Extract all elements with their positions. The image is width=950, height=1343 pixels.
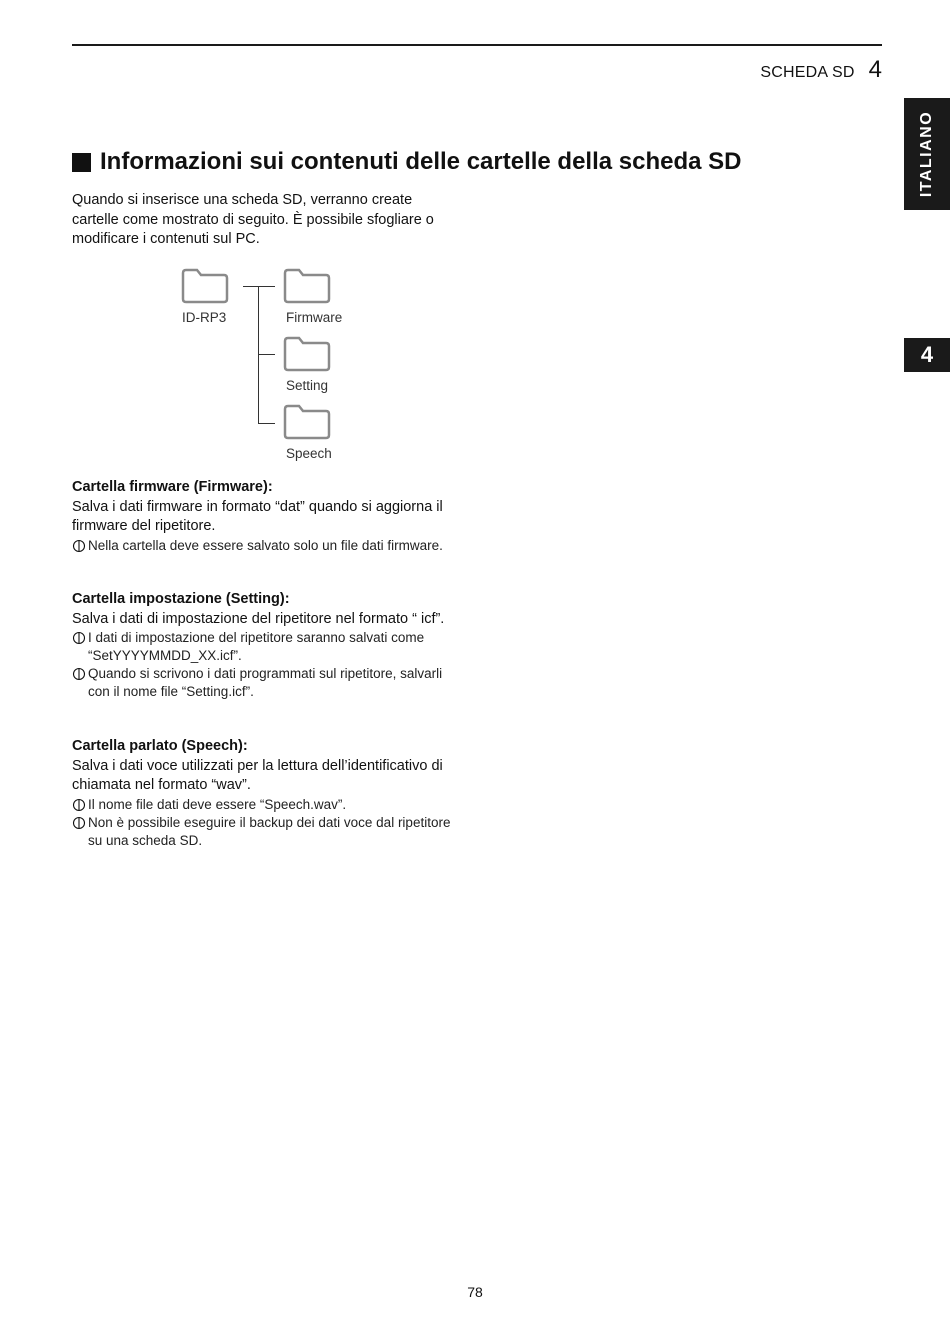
folder-label-root: ID-RP3 bbox=[182, 310, 227, 325]
info-circle-icon bbox=[72, 665, 88, 683]
note-item bbox=[72, 796, 462, 814]
section-body: Salva i dati firmware in formato “dat” quando si aggiorna il firmware del ripetitore. bbox=[72, 498, 443, 534]
section-heading bbox=[72, 148, 742, 176]
folder-label-setting: Setting bbox=[286, 378, 329, 393]
page-number: 78 bbox=[467, 1284, 483, 1300]
header-title: SCHEDA SD bbox=[760, 64, 855, 81]
section-firmware bbox=[72, 478, 462, 555]
section-body: Salva i dati di impostazione del ripetitore nel formato “ icf”. bbox=[72, 610, 445, 627]
info-circle-icon bbox=[72, 796, 88, 814]
folder-icon bbox=[282, 404, 332, 440]
folder-tree bbox=[170, 266, 370, 466]
section-title: Cartella impostazione (Setting): bbox=[72, 591, 290, 607]
note-item bbox=[72, 629, 462, 665]
section-title: Cartella firmware (Firmware): bbox=[72, 479, 273, 495]
note-text: Il nome file dati deve essere “Speech.wav”. bbox=[88, 796, 347, 812]
header-rule bbox=[72, 44, 882, 46]
note-text: Quando si scrivono i dati programmati sul ripetitore, salvarli con il nome file “Setting.icf”. bbox=[88, 666, 443, 699]
note-text: I dati di impostazione del ripetitore saranno salvati come “SetYYYYMMDD_XX.icf”. bbox=[88, 630, 425, 663]
section-setting bbox=[72, 590, 462, 701]
section-body: Salva i dati voce utilizzati per la lettura dell’identificativo di chiamata nel formato “wav”. bbox=[72, 757, 443, 793]
folder-icon bbox=[282, 336, 332, 372]
language-tab bbox=[904, 98, 950, 210]
note-item bbox=[72, 537, 462, 555]
intro-paragraph: Quando si inserisce una scheda SD, verranno create cartelle come mostrato di seguito. È possibile sfogliare o modificare i contenuti sul PC. bbox=[72, 192, 434, 247]
language-tab-label: ITALIANO bbox=[918, 110, 935, 198]
tree-connector bbox=[243, 286, 275, 287]
info-circle-icon bbox=[72, 814, 88, 832]
section-speech bbox=[72, 737, 462, 850]
note-item bbox=[72, 814, 462, 850]
tree-connector bbox=[258, 354, 275, 355]
heading-square-icon bbox=[72, 153, 91, 172]
note-item bbox=[72, 665, 462, 701]
running-header bbox=[760, 56, 882, 84]
note-text: Nella cartella deve essere salvato solo un file dati firmware. bbox=[88, 537, 443, 553]
info-circle-icon bbox=[72, 537, 88, 555]
info-circle-icon bbox=[72, 629, 88, 647]
folder-label-speech: Speech bbox=[286, 446, 332, 461]
folder-icon bbox=[282, 268, 332, 304]
folder-label-firmware: Firmware bbox=[286, 310, 343, 325]
chapter-tab: 4 bbox=[904, 338, 950, 372]
tree-connector bbox=[258, 423, 275, 424]
folder-icon bbox=[180, 268, 230, 304]
section-title: Cartella parlato (Speech): bbox=[72, 738, 248, 754]
heading-text: Informazioni sui contenuti delle cartelle della scheda SD bbox=[100, 148, 742, 175]
note-text: Non è possibile eseguire il backup dei dati voce dal ripetitore su una scheda SD. bbox=[88, 814, 451, 848]
header-chapter-number: 4 bbox=[868, 56, 882, 83]
